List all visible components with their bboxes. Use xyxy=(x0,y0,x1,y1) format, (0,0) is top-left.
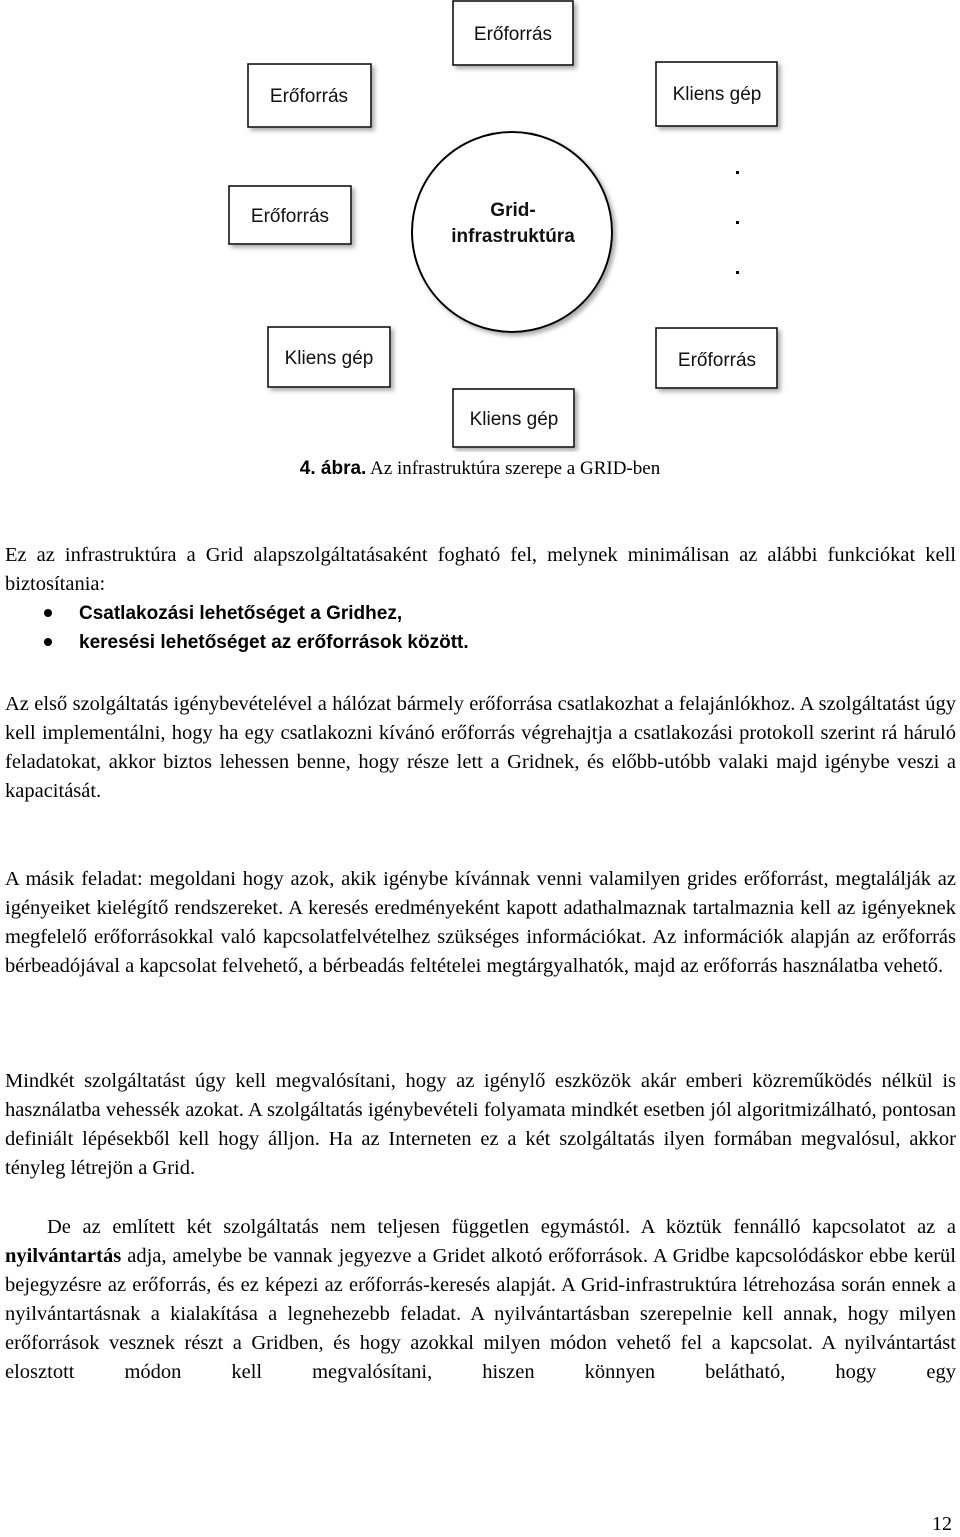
grid-infrastructure-diagram xyxy=(0,0,960,452)
body-paragraph xyxy=(5,1213,956,1387)
node-top-label: Erőforrás xyxy=(473,24,553,45)
node-lower-left-client xyxy=(268,327,390,387)
paragraph-text: De az említett két szolgáltatás nem teljesen független egymástól. A köztük fennálló kapcsolatot az a xyxy=(47,1216,956,1238)
figure-caption-text: Az infrastruktúra szerepe a GRID-ben xyxy=(370,458,661,479)
bullet-icon xyxy=(44,638,52,646)
node-top-resource xyxy=(453,1,573,65)
node-bottom-client xyxy=(453,389,574,447)
node-upper-right-client xyxy=(656,62,777,126)
registry-term: nyilvántartás xyxy=(5,1245,122,1267)
center-label-line2: infrastruktúra xyxy=(451,226,575,247)
body-paragraph: Mindkét szolgáltatást úgy kell megvalósítani, hogy az igénylő eszközök akár emberi közreműködés nélkül is használatba vehessék azokat. A szolgáltatás igénybevételi folyamata mindkét esetben jól algoritmizálható, pontosan definiált lépésekből kell hogy álljon. Ha az Interneten ez a két szolgáltatás ilyen formában megvalósul, akkor tényleg létrejön a Grid. xyxy=(5,1070,956,1179)
list-item xyxy=(0,599,960,628)
node-lower-right-resource xyxy=(656,328,777,388)
node-bottom-label: Kliens gép xyxy=(469,409,559,430)
list-item xyxy=(0,628,960,657)
node-mid-left-label: Erőforrás xyxy=(250,206,330,227)
page-number: 12 xyxy=(932,1513,952,1535)
center-label-line1: Grid- xyxy=(490,200,536,221)
node-lower-left-label: Kliens gép xyxy=(284,348,374,369)
node-mid-left-resource xyxy=(229,186,351,244)
body-paragraph: A másik feladat: megoldani hogy azok, akik igénybe kívánnak venni valamilyen grides erőforrást, megtalálják az igényeiket kielégítő rendszereket. A keresés eredményeként kapott adathalmaznak tartalmaznia kell az igényeknek megfelelő erőforrásokkal való kapcsolatfelvételhez szükséges információkat. Az információk alapján az erőforrás bérbeadójával a kapcsolat felvehető, a bérbeadás feltételei megtárgyalhatók, majd az erőforrás használatba vehető. xyxy=(5,868,956,977)
center-node xyxy=(412,132,612,332)
node-lower-right-label: Erőforrás xyxy=(677,350,757,371)
figure-caption xyxy=(0,458,960,480)
bullet-icon xyxy=(44,609,52,617)
list-item-text: keresési lehetőséget az erőforrások között. xyxy=(79,632,469,653)
body-paragraph: Az első szolgáltatás igénybevételével a hálózat bármely erőforrása csatlakozhat a felajánlókhoz. A szolgáltatást úgy kell implementálni, hogy ha egy csatlakozni kívánó erőforrás végrehajtja a csatlakozási protokoll szerint rá háruló feladatokat, akkor biztos lehessen benne, hogy része lett a Gridnek, és előbb-utóbb valaki majd igénybe veszi a kapacitását. xyxy=(5,693,956,802)
list-item-text: Csatlakozási lehetőséget a Gridhez, xyxy=(79,603,403,624)
node-upper-left-label: Erőforrás xyxy=(269,86,349,107)
ellipsis-dots xyxy=(736,171,739,274)
function-list xyxy=(0,599,960,657)
node-upper-right-label: Kliens gép xyxy=(672,84,762,105)
intro-paragraph: Ez az infrastruktúra a Grid alapszolgáltatásaként fogható fel, melynek minimálisan az alábbi funkciókat kell biztosítania: xyxy=(5,544,956,595)
figure-caption-label: 4. ábra. xyxy=(299,458,367,479)
paragraph-text: adja, amelybe be vannak jegyezve a Gridet alkotó erőforrások. A Gridbe kapcsolódáskor ebbe kerül bejegyzésre az erőforrás, és ez képezi az erőforrás-keresés alapját. A Grid-infrastruktúra létrehozása során ennek a nyilvántartásnak a kialakítása a legnehezebb feladat. A nyilvántartásban szerepelnie kell annak, hogy milyen erőforrások vesznek részt a Gridben, és hogy azokkal milyen módon vehető fel a kapcsolat. A nyilvántartást elosztott módon kell megvalósítani, hiszen könnyen belátható, hogy egy xyxy=(5,1245,956,1383)
node-upper-left-resource xyxy=(248,64,371,127)
